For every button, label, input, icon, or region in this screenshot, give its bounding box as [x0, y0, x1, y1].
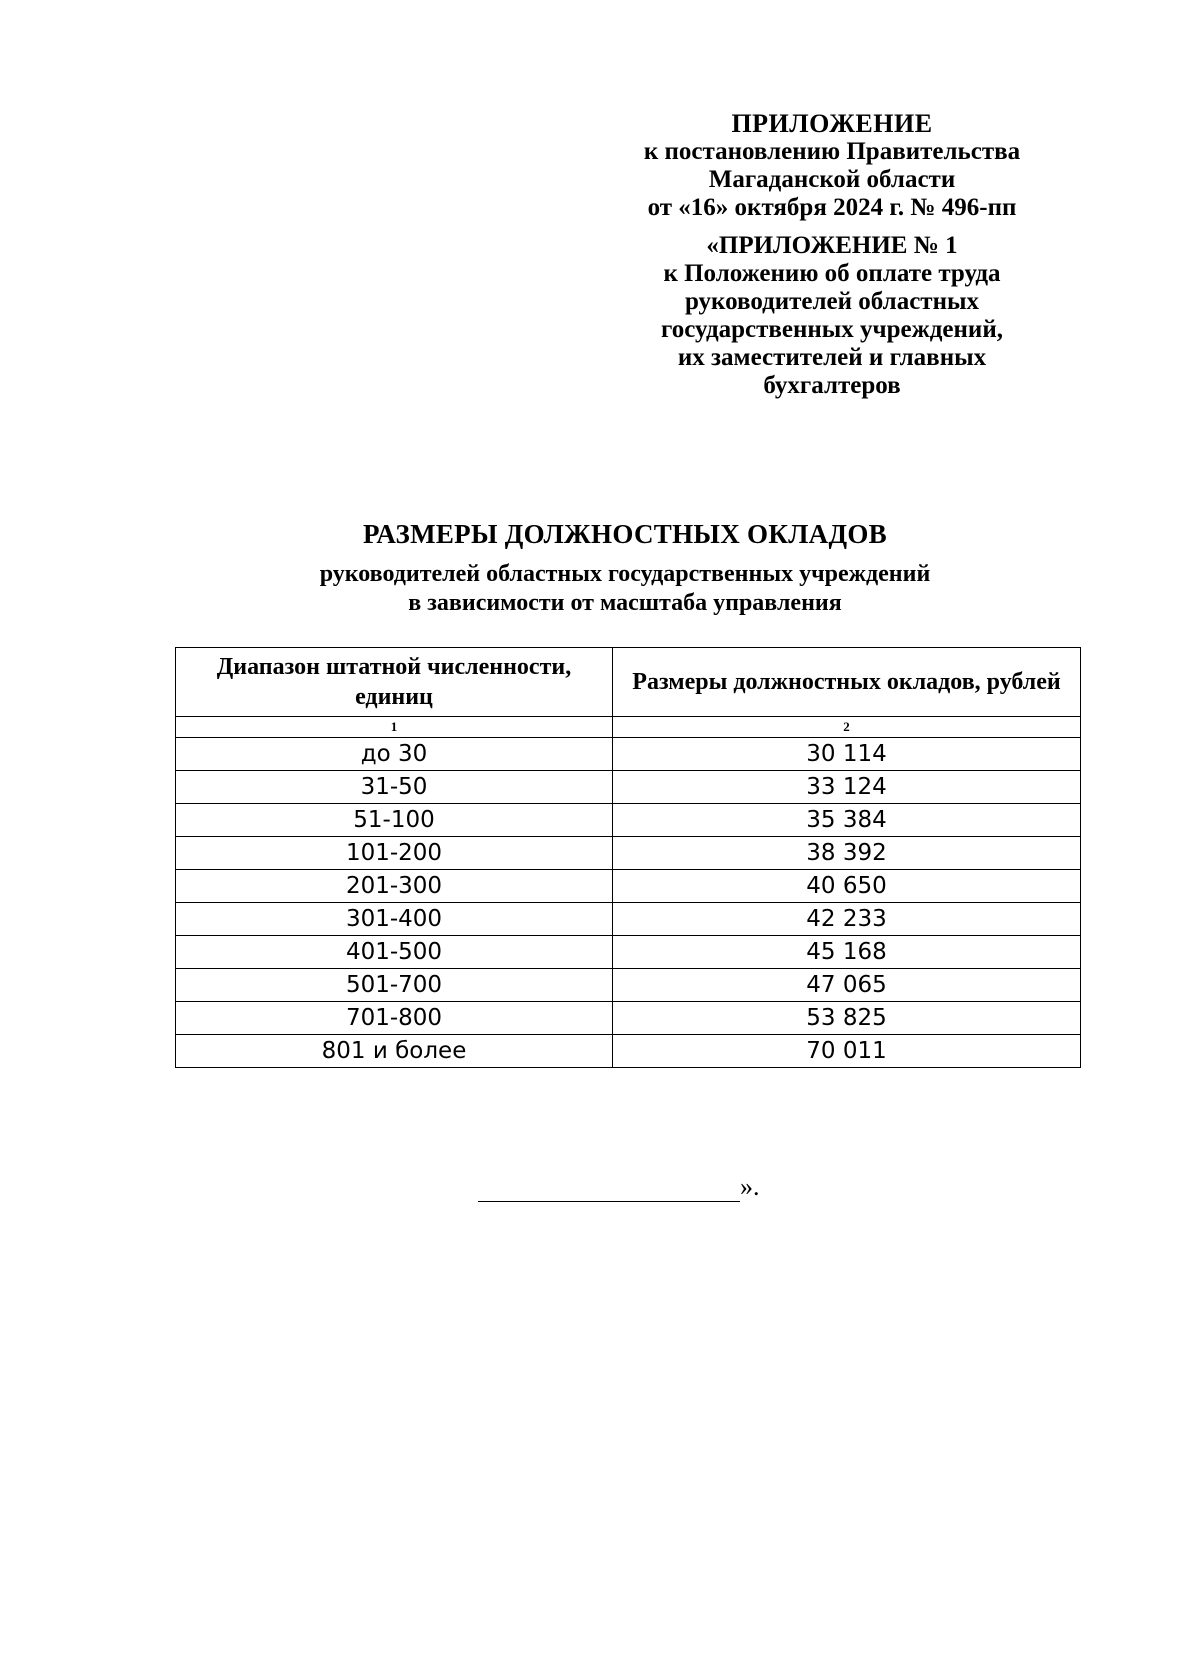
table-row — [176, 1035, 1081, 1068]
salary-cell: 30 114 — [613, 738, 1081, 771]
table-row — [176, 738, 1081, 771]
appendix-title: ПРИЛОЖЕНИЕ — [731, 109, 933, 138]
table-row — [176, 936, 1081, 969]
inner-appendix-line: руководителей областных — [684, 288, 980, 315]
staff-range-cell: 101-200 — [176, 837, 613, 870]
column-number: 1 — [176, 717, 613, 738]
table-row — [176, 771, 1081, 804]
inner-appendix-line: их заместителей и главных — [677, 344, 987, 371]
staff-range-cell: 301-400 — [176, 903, 613, 936]
appendix-line: к постановлению Правительства — [643, 138, 1021, 165]
appendix-header — [602, 110, 1062, 400]
header-salary: Размеры должностных окладов, рублей — [613, 648, 1081, 717]
closing-mark — [478, 1172, 760, 1202]
salary-cell: 42 233 — [613, 903, 1081, 936]
salary-cell: 35 384 — [613, 804, 1081, 837]
staff-range-cell: 201-300 — [176, 870, 613, 903]
table-header-row — [176, 648, 1081, 717]
staff-range-cell: 31-50 — [176, 771, 613, 804]
appendix-date-number: от «16» октября 2024 г. № 496-пп — [647, 194, 1017, 221]
salary-cell: 40 650 — [613, 870, 1081, 903]
table-row — [176, 1002, 1081, 1035]
staff-range-cell: 501-700 — [176, 969, 613, 1002]
inner-appendix-line: государственных учреждений, — [661, 316, 1003, 343]
subtitle-line: в зависимости от масштаба управления — [408, 590, 842, 616]
staff-range-cell: 401-500 — [176, 936, 613, 969]
table-row — [176, 969, 1081, 1002]
appendix-line: Магаданской области — [708, 166, 956, 193]
inner-appendix-line: бухгалтеров — [763, 372, 901, 399]
salary-cell: 33 124 — [613, 771, 1081, 804]
header-staff-range: Диапазон штатной численности, единиц — [176, 648, 613, 717]
staff-range-cell: 51-100 — [176, 804, 613, 837]
closing-underline — [478, 1179, 740, 1202]
staff-range-cell: 701-800 — [176, 1002, 613, 1035]
column-number-row — [176, 717, 1081, 738]
table-row — [176, 903, 1081, 936]
inner-appendix-title: «ПРИЛОЖЕНИЕ № 1 — [706, 232, 958, 259]
subtitle-line: руководителей областных государственных учреждений — [319, 561, 931, 587]
inner-appendix-line: к Положению об оплате труда — [663, 260, 1001, 287]
salary-cell: 45 168 — [613, 936, 1081, 969]
table-row — [176, 870, 1081, 903]
salary-cell: 70 011 — [613, 1035, 1081, 1068]
document-title: РАЗМЕРЫ ДОЛЖНОСТНЫХ ОКЛАДОВ — [363, 519, 887, 549]
salary-cell: 47 065 — [613, 969, 1081, 1002]
document-subtitle — [0, 560, 1200, 618]
salary-cell: 53 825 — [613, 1002, 1081, 1035]
closing-quote: ». — [740, 1172, 760, 1201]
staff-range-cell: 801 и более — [176, 1035, 613, 1068]
salary-table — [175, 647, 1081, 1068]
table-row — [176, 804, 1081, 837]
column-number: 2 — [613, 717, 1081, 738]
staff-range-cell: до 30 — [176, 738, 613, 771]
table-row — [176, 837, 1081, 870]
salary-cell: 38 392 — [613, 837, 1081, 870]
